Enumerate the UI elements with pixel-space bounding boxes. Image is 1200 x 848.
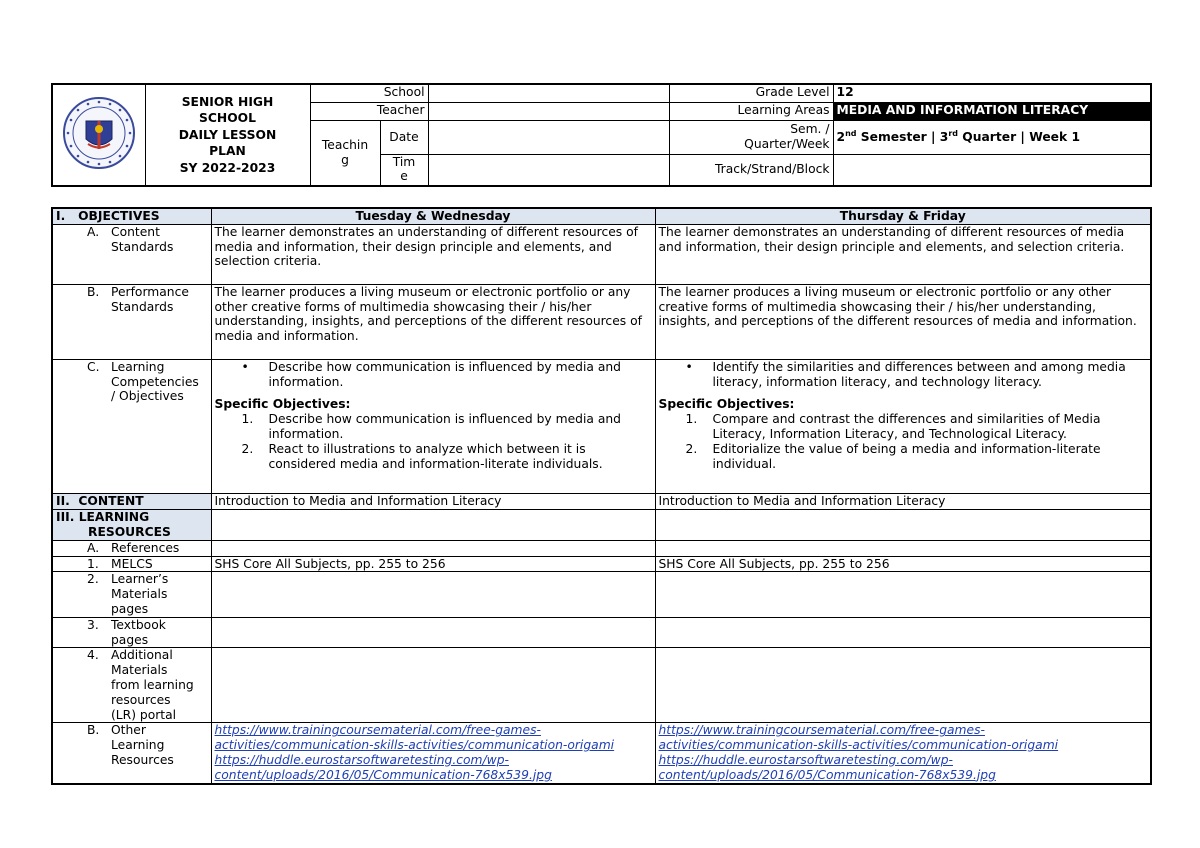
specific-objective-item: 2. Editorialize the value of being a media and information-literate individual. (685, 441, 1101, 471)
title-line: DAILY LESSON (178, 127, 277, 142)
track-label: Track/Strand/Block (669, 154, 833, 186)
teacher-label: Teacher (310, 102, 428, 120)
item-label-line: Textbook (111, 617, 166, 632)
textbook-col1 (211, 617, 655, 648)
resource-link[interactable]: content/uploads/2016/05/Communication-768x539.jpg (658, 767, 996, 782)
section-num: III. (56, 509, 75, 524)
content-standards-col1: The learner demonstrates an understanding of different resources of media and information, their design principle and elements, and selection criteria. (211, 224, 655, 284)
title-line: SENIOR HIGH (181, 94, 274, 109)
specific-objectives-label: Specific Objectives: (214, 397, 351, 412)
time-label-line: e (400, 169, 408, 184)
melcs-label (52, 556, 211, 572)
item-label-line: MELCS (111, 556, 153, 571)
item-label-line: Learning (111, 359, 165, 374)
specific-objective-item: 2. React to illustrations to analyze which between it is considered media and information-literate individuals. (241, 441, 603, 471)
competency-bullet: • Describe how communication is influenced by media and information. (269, 360, 652, 390)
date-label: Date (380, 120, 428, 154)
specific-objective-item: 1. Describe how communication is influenced by media and information. (241, 412, 621, 441)
header-table (51, 83, 1152, 187)
learning-competencies-row (52, 359, 1151, 493)
col2-header: Thursday & Friday (655, 208, 1151, 224)
section-label: OBJECTIVES (78, 209, 160, 223)
competency-bullet: • Identify the similarities and differences between and among media literacy, information literacy, and technology literacy. (713, 360, 1148, 390)
additional-materials-col1 (211, 648, 655, 723)
additional-materials-col2 (655, 648, 1151, 723)
school-label: School (310, 84, 428, 102)
teacher-value[interactable] (428, 102, 669, 120)
item-letter: C. (87, 359, 100, 374)
section-num: II. (56, 493, 70, 508)
school-value[interactable] (428, 84, 669, 102)
section-label: CONTENT (78, 493, 144, 508)
grade-level-value[interactable]: 12 (833, 84, 1151, 102)
textbook-row (52, 617, 1151, 648)
sem-value-sup: rd (948, 128, 959, 138)
teaching-label-line: Teachin (321, 137, 369, 152)
teaching-label-line: g (341, 152, 349, 167)
resource-link[interactable]: content/uploads/2016/05/Communication-768x539.jpg (214, 767, 552, 782)
textbook-col2 (655, 617, 1151, 648)
objectives-label (52, 208, 211, 224)
resource-link[interactable]: activities/communication-skills-activities/communication-origami (658, 738, 1059, 753)
melcs-col2: SHS Core All Subjects, pp. 255 to 256 (655, 556, 1151, 572)
learning-resources-label (52, 509, 211, 540)
title-line: PLAN (209, 144, 246, 159)
content-label (52, 493, 211, 509)
item-label-line: (LR) portal (111, 707, 177, 722)
content-standards-label (52, 224, 211, 284)
specific-objective-text: Editorialize the value of being a media and information-literate individual. (712, 441, 1101, 471)
sem-label-line: Sem. / (790, 122, 830, 137)
sem-value-text: Semester | 3 (856, 129, 949, 144)
sem-value-text: Quarter | Week 1 (958, 129, 1081, 144)
references-row (52, 540, 1151, 556)
content-standards-row (52, 224, 1151, 284)
section-label: RESOURCES (88, 524, 171, 539)
other-resources-col1 (211, 723, 655, 784)
specific-objective-text: Describe how communication is influenced by media and information. (268, 412, 621, 441)
learners-materials-row (52, 572, 1151, 617)
seal-cell (52, 84, 145, 186)
references-label (52, 540, 211, 556)
item-label-line: pages (111, 601, 149, 616)
item-label-line: resources (111, 692, 171, 707)
sem-label (669, 120, 833, 154)
additional-materials-label (52, 648, 211, 723)
date-value[interactable] (428, 120, 669, 154)
content-standards-col2: The learner demonstrates an understanding of different resources of media and information, their design principle and elements, and selection criteria. (655, 224, 1151, 284)
track-value[interactable] (833, 154, 1151, 186)
additional-materials-row (52, 648, 1151, 723)
item-letter: A. (87, 224, 100, 239)
item-num: 3. (87, 617, 99, 632)
specific-objective-text: React to illustrations to analyze which between it is considered media and information-literate individuals. (268, 441, 603, 471)
references-col1 (211, 540, 655, 556)
title-line: SCHOOL (199, 111, 256, 126)
item-num: 1. (87, 556, 99, 571)
specific-objectives-label: Specific Objectives: (658, 397, 795, 412)
item-label-line: Content (111, 224, 160, 239)
learning-areas-label: Learning Areas (669, 102, 833, 120)
learning-resources-col2 (655, 509, 1151, 540)
textbook-label (52, 617, 211, 648)
item-label-line: Performance (111, 284, 189, 299)
learning-competencies-label (52, 359, 211, 493)
col1-header: Tuesday & Wednesday (211, 208, 655, 224)
deped-seal-icon (62, 96, 136, 170)
sem-value-text: 2 (836, 129, 846, 144)
time-value[interactable] (428, 154, 669, 186)
title-line: SY 2022-2023 (179, 160, 276, 175)
performance-standards-col1: The learner produces a living museum or electronic portfolio or any other creative forms of multimedia showcasing their / his/her understanding, insights, and perceptions of the different resources of media and information. (211, 284, 655, 359)
melcs-row (52, 556, 1151, 572)
content-row (52, 493, 1151, 509)
grade-level-label: Grade Level (669, 84, 833, 102)
lesson-plan-table (51, 207, 1152, 785)
specific-objective-item: 1. Compare and contrast the differences and similarities of Media Literacy, Information Literacy, and Technological Literacy. (685, 412, 1101, 441)
resource-link[interactable]: https://www.trainingcoursematerial.com/free-games- (214, 723, 541, 738)
item-label-line: / Objectives (111, 389, 184, 404)
item-num: 4. (87, 648, 99, 663)
learners-materials-label (52, 572, 211, 617)
other-resources-label (52, 723, 211, 784)
content-col1: Introduction to Media and Information Literacy (211, 493, 655, 509)
item-letter: A. (87, 540, 100, 555)
item-label-line: pages (111, 632, 149, 647)
other-resources-col2 (655, 723, 1151, 784)
item-num: 2. (87, 572, 99, 587)
time-label-line: Tim (392, 154, 416, 169)
content-col2: Introduction to Media and Information Literacy (655, 493, 1151, 509)
learning-competencies-col2 (655, 359, 1151, 493)
sem-value-sup: nd (845, 128, 857, 138)
item-label-line: Materials (111, 587, 168, 602)
item-label-line: Learning (111, 738, 165, 753)
learners-materials-col2 (655, 572, 1151, 617)
resource-link[interactable]: https://huddle.eurostarsoftwaretesting.com/wp- (658, 752, 953, 767)
objectives-row (52, 208, 1151, 224)
sem-label-line: Quarter/Week (744, 137, 830, 151)
learning-resources-row (52, 509, 1151, 540)
item-label-line: Standards (111, 299, 174, 314)
sem-value[interactable] (833, 120, 1151, 154)
section-num: I. (56, 209, 66, 223)
item-label-line: Standards (111, 239, 174, 254)
item-letter: B. (87, 723, 100, 738)
item-letter: B. (87, 284, 100, 299)
resource-link[interactable]: https://www.trainingcoursematerial.com/free-games- (658, 723, 985, 738)
learning-competencies-col1 (211, 359, 655, 493)
performance-standards-col2: The learner produces a living museum or electronic portfolio or any other creative forms of multimedia showcasing their / his/her understanding, insights, and perceptions of the different resources of media and information. (655, 284, 1151, 359)
performance-standards-row (52, 284, 1151, 359)
learning-resources-col1 (211, 509, 655, 540)
performance-standards-label (52, 284, 211, 359)
item-label-line: References (111, 540, 180, 555)
specific-objective-text: Compare and contrast the differences and similarities of Media Literacy, Information Literacy, and Technological Literacy. (712, 412, 1101, 441)
item-label-line: Materials (111, 663, 168, 678)
teaching-label (310, 120, 380, 186)
resource-link[interactable]: activities/communication-skills-activities/communication-origami (214, 738, 615, 753)
item-label-line: Resources (111, 752, 174, 767)
references-col2 (655, 540, 1151, 556)
item-label-line: Additional (111, 648, 173, 663)
section-label: LEARNING (78, 509, 150, 524)
item-label-line: Competencies (111, 374, 199, 389)
resource-link[interactable]: https://huddle.eurostarsoftwaretesting.com/wp- (214, 752, 509, 767)
time-label (380, 154, 428, 186)
plan-title (145, 84, 310, 186)
item-label-line: Learner’s (111, 572, 169, 587)
item-label-line: Other (111, 723, 146, 738)
other-resources-row (52, 723, 1151, 784)
learners-materials-col1 (211, 572, 655, 617)
item-label-line: from learning (111, 677, 194, 692)
learning-areas-value[interactable]: MEDIA AND INFORMATION LITERACY (833, 102, 1151, 120)
melcs-col1: SHS Core All Subjects, pp. 255 to 256 (211, 556, 655, 572)
